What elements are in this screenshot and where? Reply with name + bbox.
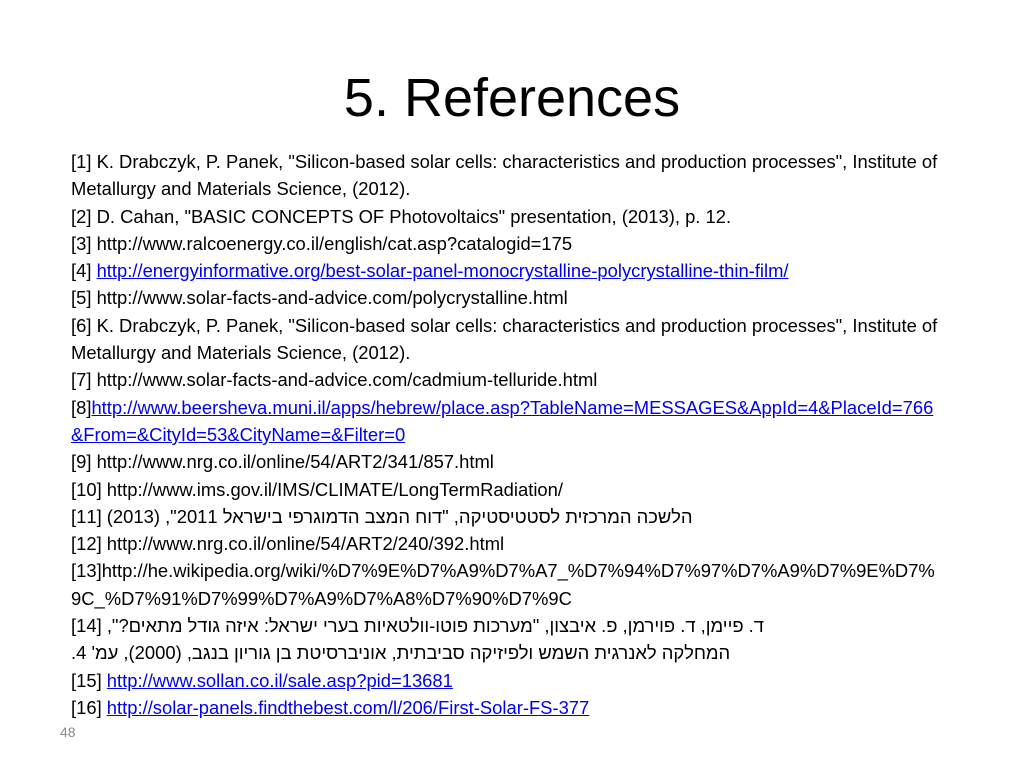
slide-title: 5. References: [343, 68, 681, 128]
reference-4-number: [4]: [71, 260, 97, 282]
reference-13-number: [13]: [71, 560, 102, 582]
reference-15: [71, 667, 941, 694]
reference-14-continuation: [71, 639, 941, 666]
reference-2-number: [2]: [71, 205, 97, 227]
reference-1-number: [1]: [71, 151, 97, 172]
reference-14-line-2: המחלקה לאנרגית השמש ולפיזיקה סביבתית, אוניברסיטת בן גוריון בנגב, (2000), עמ' 4.: [71, 642, 731, 664]
reference-1: [71, 148, 941, 203]
reference-8-number: [8]: [71, 396, 92, 418]
reference-6: [71, 312, 941, 367]
reference-4: [71, 257, 941, 284]
reference-14: [71, 612, 941, 639]
reference-10-number: [10]: [71, 478, 107, 500]
reference-8-link[interactable]: http://www.beersheva.muni.il/apps/hebrew/place.asp?TableName=MESSAGES&AppId=4&PlaceId=766&From=&CityId=53&CityName=&Filter=0: [71, 396, 934, 445]
reference-2-text: D. Cahan, "BASIC CONCEPTS OF Photovoltaics" presentation, (2013), p. 12.: [96, 205, 732, 227]
reference-11: [71, 503, 941, 530]
reference-12-text: http://www.nrg.co.il/online/54/ART2/240/392.html: [106, 533, 505, 555]
reference-3-text: http://www.ralcoenergy.co.il/english/cat.asp?catalogid=175: [96, 232, 573, 254]
reference-1-text: K. Drabczyk, P. Panek, "Silicon-based solar cells: characteristics and production processes", Institute of Metallurgy and Materials Science, (2012).: [71, 151, 938, 200]
reference-11-text: הלשכה המרכזית לסטטיסטיקה, "דוח המצב הדמוגרפי בישראל 2011", (2013): [106, 505, 693, 527]
reference-9-number: [9]: [71, 451, 97, 473]
reference-2: [71, 203, 941, 230]
reference-16-number: [16]: [71, 696, 107, 718]
reference-10-text: http://www.ims.gov.il/IMS/CLIMATE/LongTermRadiation/: [106, 478, 563, 500]
reference-10: [71, 476, 941, 503]
reference-13-text: http://he.wikipedia.org/wiki/%D7%9E%D7%A9%D7%A7_%D7%94%D7%97%D7%A9%D7%9E%D7%9C_%D7%91%D7%99%D7%A9%D7%A8%D7%90%D7%9C: [71, 560, 935, 609]
reference-5-number: [5]: [71, 287, 97, 309]
reference-3-number: [3]: [71, 232, 97, 254]
reference-6-text: K. Drabczyk, P. Panek, "Silicon-based solar cells: characteristics and production processes", Institute of Metallurgy and Materials Science, (2012).: [71, 314, 938, 364]
reference-9-text: http://www.nrg.co.il/online/54/ART2/341/857.html: [96, 451, 494, 473]
reference-16-link[interactable]: http://solar-panels.findthebest.com/l/206/First-Solar-FS-377: [106, 696, 590, 718]
reference-14-line-1: ד. פיימן, ד. פוירמן, פ. איבצון, "מערכות פוטו-וולטאיות בערי ישראל: איזה גודל מתאים?",: [106, 615, 764, 637]
reference-6-number: [6]: [71, 314, 97, 336]
reference-12-number: [12]: [71, 533, 107, 555]
reference-7-number: [7]: [71, 369, 97, 391]
reference-16: [71, 694, 941, 721]
reference-5-text: http://www.solar-facts-and-advice.com/polycrystalline.html: [96, 287, 568, 309]
reference-11-number: [11]: [71, 505, 107, 527]
reference-12: [71, 530, 941, 557]
page-number: 48: [60, 724, 76, 740]
reference-3: [71, 230, 941, 257]
reference-7-text: http://www.solar-facts-and-advice.com/cadmium-telluride.html: [96, 369, 598, 391]
reference-8: [71, 394, 941, 449]
reference-15-link[interactable]: http://www.sollan.co.il/sale.asp?pid=13681: [106, 669, 453, 691]
reference-14-number: [14]: [71, 615, 102, 637]
reference-5: [71, 284, 941, 311]
references-list: [71, 148, 941, 721]
reference-15-number: [15]: [71, 669, 107, 691]
reference-4-link[interactable]: http://energyinformative.org/best-solar-panel-monocrystalline-polycrystalline-thin-film/: [96, 260, 789, 282]
reference-9: [71, 448, 941, 475]
reference-13: [71, 557, 941, 612]
reference-7: [71, 366, 941, 393]
